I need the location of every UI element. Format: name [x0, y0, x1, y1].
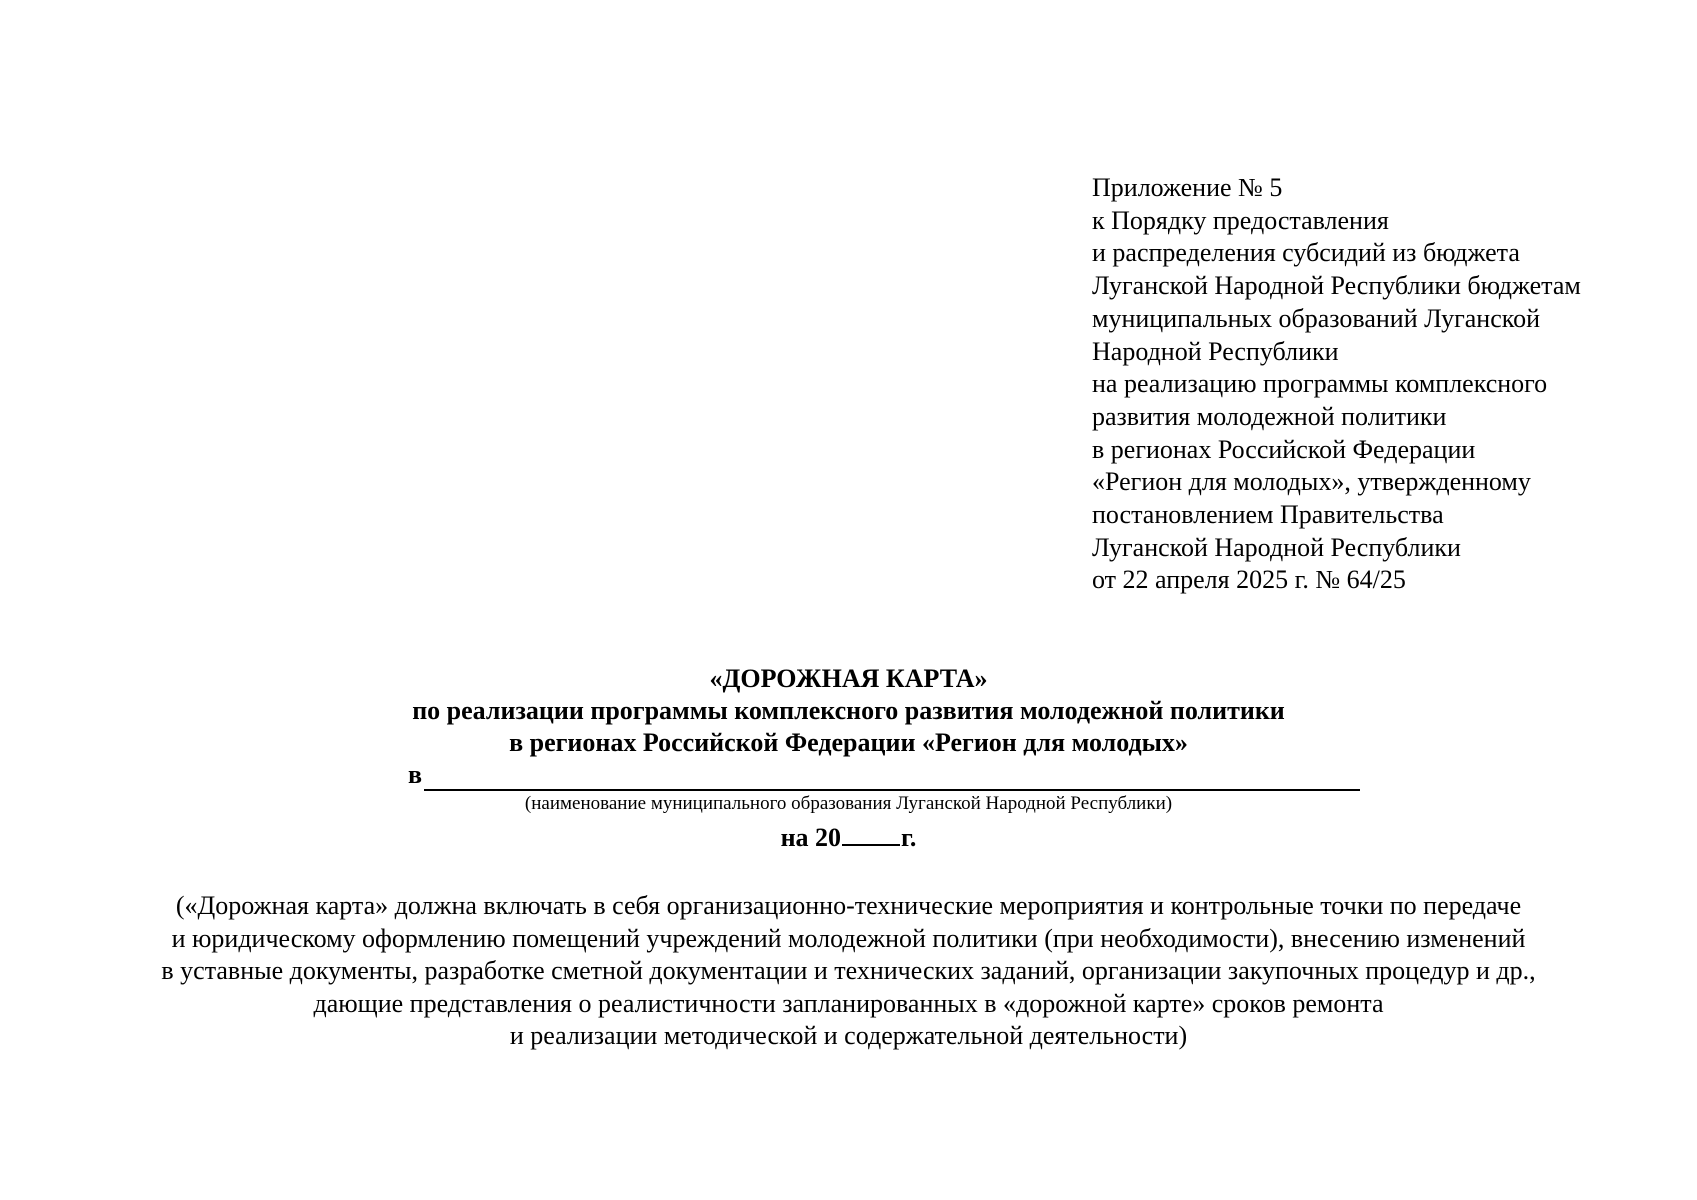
appendix-line: Луганской Народной Республики бюджетам: [1092, 271, 1581, 301]
roadmap-note: [0, 890, 1697, 1053]
appendix-line: на реализацию программы комплексного: [1092, 369, 1548, 399]
appendix-line: развития молодежной политики: [1092, 401, 1447, 431]
note-line: дающие представления о реалистичности запланированных в «дорожной карте» сроков ремонта: [313, 988, 1384, 1018]
title-line-roadmap: «ДОРОЖНАЯ КАРТА»: [709, 664, 988, 693]
appendix-line: от 22 апреля 2025 г. № 64/25: [1092, 565, 1406, 595]
appendix-line: и распределения субсидий из бюджета: [1092, 238, 1520, 268]
year-suffix: г.: [901, 823, 917, 852]
note-line: в уставные документы, разработке сметной документации и технических заданий, организации закупочных процедур и др.,: [161, 956, 1536, 985]
appendix-line: в регионах Российской Федерации: [1092, 434, 1476, 464]
municipality-prefix: в: [408, 760, 423, 789]
title-line-regions: в регионах Российской Федерации «Регион для молодых»: [509, 728, 1188, 757]
municipality-field: [408, 759, 1360, 791]
municipality-blank-line: [424, 789, 1360, 791]
appendix-line: Луганской Народной Республики: [1092, 532, 1461, 562]
note-line: («Дорожная карта» должна включать в себя организационно-технические мероприятия и контрольные точки по передаче: [175, 891, 1522, 920]
year-prefix: на 20: [780, 823, 842, 852]
appendix-line: постановлением Правительства: [1092, 500, 1444, 530]
appendix-line: Народной Республики: [1092, 336, 1339, 366]
appendix-line: Приложение № 5: [1092, 173, 1283, 202]
year-blank-line: [842, 818, 900, 846]
appendix-line: к Порядку предоставления: [1092, 205, 1389, 235]
document-title: [0, 663, 1697, 759]
note-line: и юридическому оформлению помещений учреждений молодежной политики (при необходимости), внесению изменений: [171, 923, 1526, 953]
municipality-caption: (наименование муниципального образования Луганской Народной Республики): [524, 793, 1173, 814]
appendix-block: [1092, 172, 1672, 597]
appendix-line: муниципальных образований Луганской: [1092, 303, 1540, 333]
year-field: [0, 818, 1697, 855]
note-line: и реализации методической и содержательной деятельности): [509, 1021, 1188, 1050]
title-line-program: по реализации программы комплексного развития молодежной политики: [412, 696, 1285, 725]
appendix-line: «Регион для молодых», утвержденному: [1092, 467, 1531, 497]
